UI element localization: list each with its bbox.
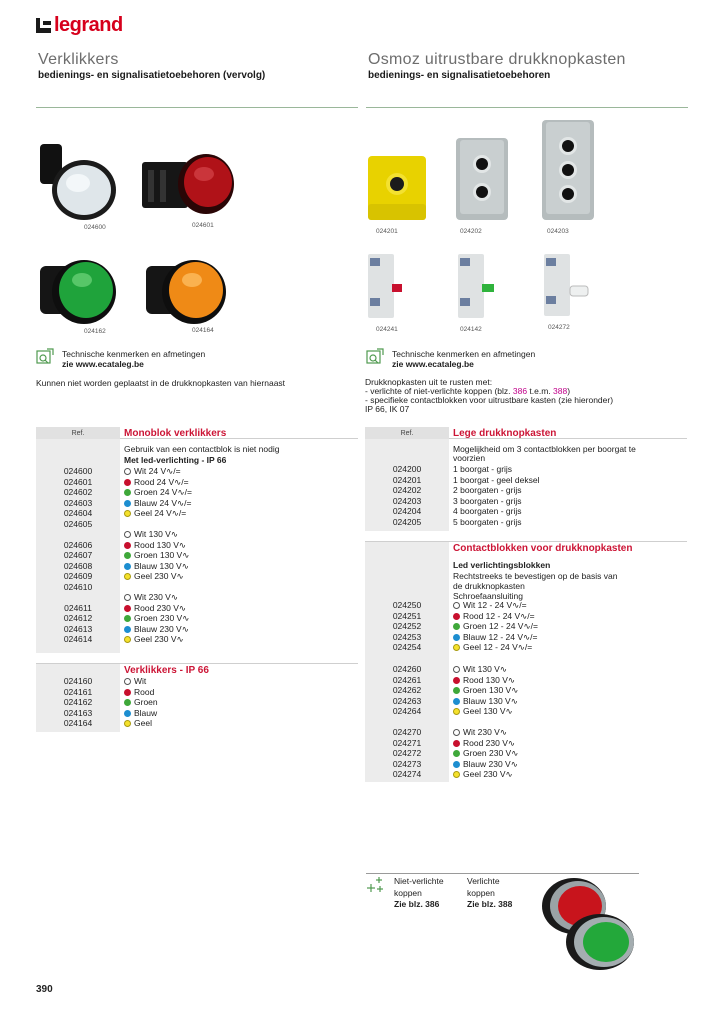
ref-number: 024203 — [392, 495, 422, 506]
color-dot-rood-icon — [453, 740, 460, 747]
tech-link[interactable]: zie www.ecataleg.be — [62, 359, 144, 369]
color-dot-rood-icon — [124, 542, 131, 549]
contact-block-photo-green — [454, 250, 498, 322]
ref-number: 024202 — [392, 485, 422, 495]
color-dot-wit-icon — [453, 602, 460, 609]
section-title: Contactblokken voor drukknopkasten — [453, 543, 633, 554]
photo-code: 024201 — [376, 228, 398, 235]
table-row-label: Blauw — [124, 708, 157, 719]
ref-number: 024251 — [392, 610, 422, 621]
section-sub: Led verlichtingsblokken — [453, 560, 551, 570]
color-dot-rood-icon — [453, 677, 460, 684]
color-dot-blauw-icon — [124, 626, 131, 633]
color-dot-groen-icon — [453, 750, 460, 757]
intro-line: - verlichte of niet-verlichte koppen (blz. 386 t.e.m. 388) — [365, 386, 571, 396]
table-row-label: Blauw 230 V∿ — [453, 759, 518, 770]
box-photo-yellow — [366, 154, 428, 222]
photo-code: 024600 — [84, 224, 106, 231]
left-page-title: Verklikkers — [38, 51, 119, 68]
ref-number: 024601 — [63, 476, 93, 487]
section-title: Verklikkers - IP 66 — [124, 665, 209, 676]
color-dot-groen-icon — [453, 623, 460, 630]
color-dot-geel-icon — [453, 644, 460, 651]
color-dot-blauw-icon — [124, 563, 131, 570]
left-page-subtitle: bedienings- en signalisatietoebehoren (vervolg) — [38, 70, 266, 81]
ref-number: 024612 — [63, 613, 93, 623]
ref-number: 024164 — [63, 718, 93, 728]
color-dot-groen-icon — [453, 687, 460, 694]
color-dot-geel-icon — [124, 573, 131, 580]
box-photo-two-hole — [454, 136, 510, 222]
table-rule — [36, 663, 358, 664]
table-row-label: Rood 230 V∿ — [453, 738, 515, 749]
intro-line: IP 66, IK 07 — [365, 404, 410, 414]
crossref-page-link[interactable]: Zie blz. 386 — [394, 899, 440, 909]
ref-number: 024613 — [63, 623, 93, 634]
ref-number: 024272 — [392, 748, 422, 758]
ref-number: 024162 — [63, 697, 93, 707]
table-row-label: Geel 130 V∿ — [453, 706, 513, 717]
crossref-unlit — [394, 876, 444, 911]
table-row-label: Blauw 130 V∿ — [453, 696, 518, 707]
table-row-label: Wit 12 - 24 V∿/= — [453, 600, 527, 611]
left-note: Kunnen niet worden geplaatst in de drukknopkasten van hiernaast — [36, 378, 286, 388]
table-row-label: Rood 24 V∿/= — [124, 477, 189, 488]
table-row-label: Wit 130 V∿ — [124, 529, 178, 540]
table-row-label: 2 boorgaten - grijs — [453, 485, 522, 495]
ref-number: 024261 — [392, 674, 422, 685]
table-row-label: Wit 24 V∿/= — [124, 466, 181, 477]
color-dot-wit-icon — [124, 678, 131, 685]
contact-block-photo-white — [540, 250, 596, 322]
ref-number: 024614 — [63, 634, 93, 644]
tech-text: Technische kenmerken en afmetingen — [392, 349, 536, 359]
table-row-label: Groen 130 V∿ — [124, 550, 189, 561]
plus-accessories-icon — [366, 876, 386, 894]
photo-code: 024142 — [460, 326, 482, 333]
ref-number: 024608 — [63, 560, 93, 571]
ref-number: 024605 — [63, 518, 93, 529]
ref-number: 024606 — [63, 539, 93, 550]
photo-code: 024162 — [84, 328, 106, 335]
crossref-page-link[interactable]: Zie blz. 388 — [467, 899, 513, 909]
crossref-lit — [467, 876, 512, 911]
ref-number: 024204 — [392, 506, 422, 516]
color-dot-geel-icon — [453, 708, 460, 715]
table-row-label: 4 boorgaten - grijs — [453, 506, 522, 516]
ref-number: 024603 — [63, 497, 93, 508]
crossref-label: Verlichte — [467, 876, 500, 886]
table-row-label: Groen 130 V∿ — [453, 685, 518, 696]
table-row-label: Geel 230 V∿ — [124, 634, 184, 645]
ref-number: 024264 — [392, 706, 422, 716]
ref-number: 024263 — [392, 695, 422, 706]
lamp-photo-orange — [144, 256, 228, 326]
intro-line: - specifieke contactblokken voor uitrustbare kasten (zie hieronder) — [365, 395, 614, 405]
page-link[interactable]: 388 — [553, 386, 568, 396]
lamp-photo-green — [38, 256, 118, 326]
box-photo-three-hole — [540, 118, 596, 222]
color-dot-blauw-icon — [453, 634, 460, 641]
lamp-photo-red — [140, 152, 236, 216]
ref-number: 024611 — [64, 602, 92, 613]
section-desc: Schroefaansluiting — [453, 591, 523, 601]
table-row-label: Geel 230 V∿ — [453, 769, 513, 780]
table-row-label: Blauw 12 - 24 V∿/= — [453, 632, 537, 643]
ref-number: 024160 — [63, 676, 93, 686]
table-row-label: Groen 230 V∿ — [453, 748, 518, 759]
table-row-label: Wit 130 V∿ — [453, 664, 507, 675]
color-dot-geel-icon — [124, 636, 131, 643]
table-row-label: 1 boorgat - grijs — [453, 464, 513, 474]
color-dot-blauw-icon — [453, 761, 460, 768]
table-row-label: Blauw 24 V∿/= — [124, 498, 191, 509]
ref-number — [36, 592, 120, 603]
left-header-rule — [36, 107, 358, 108]
ref-number — [36, 529, 120, 540]
ref-number: 024250 — [392, 600, 422, 610]
legrand-logo — [36, 15, 123, 35]
table-row-label: Wit 230 V∿ — [124, 592, 178, 603]
ref-number: 024163 — [63, 707, 93, 718]
color-dot-groen-icon — [124, 615, 131, 622]
section-desc: Gebruik van een contactblok is niet nodig — [124, 444, 280, 454]
ref-number: 024205 — [392, 516, 422, 527]
table-row-label: Wit 230 V∿ — [453, 727, 507, 738]
section-sub: Met led-verlichting - IP 66 — [124, 455, 227, 465]
brand-name: legrand — [54, 13, 123, 36]
crossref-label: Niet-verlichte — [394, 876, 444, 886]
right-intro — [365, 378, 613, 414]
lamp-photo-white — [38, 138, 118, 222]
table-row-label: Blauw 230 V∿ — [124, 624, 189, 635]
crossref-label: koppen — [467, 887, 495, 898]
technical-info-icon — [366, 348, 384, 366]
table-row-label: 5 boorgaten - grijs — [453, 516, 522, 527]
section-desc: voorzien — [453, 453, 486, 463]
table-row-label: Rood 130 V∿ — [453, 675, 515, 686]
section-title: Monoblok verklikkers — [124, 428, 227, 439]
page-number: 390 — [36, 984, 53, 995]
crossref-label: koppen — [394, 887, 422, 898]
color-dot-wit-icon — [453, 666, 460, 673]
right-page-title: Osmoz uitrustbare drukknopkasten — [368, 51, 626, 68]
ref-column-header: Ref. — [365, 427, 449, 439]
color-dot-wit-icon — [124, 594, 131, 601]
table-row-label: Geel — [124, 718, 152, 729]
color-dot-wit-icon — [124, 468, 131, 475]
photo-code: 024241 — [376, 326, 398, 333]
section-desc: Rechtstreeks te bevestigen op de basis van — [453, 571, 618, 581]
ref-number: 024609 — [63, 571, 93, 581]
color-dot-groen-icon — [124, 552, 131, 559]
table-row-label: Geel 24 V∿/= — [124, 508, 186, 519]
color-dot-groen-icon — [124, 699, 131, 706]
contact-block-photo-red — [366, 250, 406, 322]
color-dot-wit-icon — [124, 531, 131, 538]
table-row-label: Rood 12 - 24 V∿/= — [453, 611, 535, 622]
section-title: Lege drukknopkasten — [453, 428, 557, 439]
technical-info-icon — [36, 348, 54, 366]
ref-number: 024602 — [63, 487, 93, 497]
table-row-label: 1 boorgat - geel deksel — [453, 474, 540, 485]
ref-number: 024262 — [392, 685, 422, 695]
color-dot-blauw-icon — [453, 698, 460, 705]
ref-number: 024607 — [63, 550, 93, 560]
ref-number: 024253 — [392, 631, 422, 642]
photo-code: 024164 — [192, 327, 214, 334]
table-row-label: Groen 24 V∿/= — [124, 487, 192, 498]
pushbutton-heads-photo — [538, 876, 642, 972]
table-row-label: Rood 230 V∿ — [124, 603, 186, 614]
ref-number: 024271 — [392, 737, 422, 748]
color-dot-wit-icon — [453, 729, 460, 736]
table-row-label: Groen 12 - 24 V∿/= — [453, 621, 538, 632]
page-link[interactable]: 386 — [512, 386, 528, 396]
photo-code: 024272 — [548, 324, 570, 331]
table-row-label: Rood — [124, 687, 154, 698]
tech-text: Technische kenmerken en afmetingen — [62, 349, 206, 359]
ref-number: 024201 — [392, 474, 422, 485]
ref-number: 024200 — [392, 464, 422, 474]
ref-number: 024270 — [392, 727, 422, 737]
photo-code: 024202 — [460, 228, 482, 235]
ref-number: 024254 — [392, 642, 422, 652]
section-desc: de drukknopkasten — [453, 581, 525, 591]
ref-column-header: Ref. — [36, 427, 120, 439]
color-dot-rood-icon — [124, 605, 131, 612]
ref-number: 024260 — [392, 664, 422, 674]
color-dot-geel-icon — [124, 510, 131, 517]
photo-code: 024601 — [192, 222, 214, 229]
table-row-label: Blauw 130 V∿ — [124, 561, 189, 572]
legrand-logo-mark — [36, 18, 51, 33]
table-row-label: Rood 130 V∿ — [124, 540, 186, 551]
color-dot-groen-icon — [124, 489, 131, 496]
color-dot-blauw-icon — [124, 710, 131, 717]
table-row-label: Groen — [124, 697, 158, 708]
table-row-label: 3 boorgaten - grijs — [453, 495, 522, 506]
table-rule — [365, 541, 687, 542]
crossref-rule — [366, 873, 639, 874]
ref-number: 024273 — [392, 758, 422, 769]
ref-number: 024600 — [63, 466, 93, 476]
ref-number: 024274 — [392, 769, 422, 779]
table-row-label: Wit — [124, 676, 146, 687]
right-header-rule — [366, 107, 688, 108]
intro-line: Drukknopkasten uit te rusten met: — [365, 377, 493, 387]
right-page-subtitle: bedienings- en signalisatietoebehoren — [368, 70, 551, 81]
table-row-label: Geel 12 - 24 V∿/= — [453, 642, 532, 653]
color-dot-rood-icon — [124, 689, 131, 696]
ref-number: 024604 — [63, 508, 93, 518]
ref-number: 024161 — [63, 686, 93, 697]
color-dot-geel-icon — [124, 720, 131, 727]
tech-link[interactable]: zie www.ecataleg.be — [392, 359, 474, 369]
table-row-label: Groen 230 V∿ — [124, 613, 189, 624]
color-dot-blauw-icon — [124, 500, 131, 507]
color-dot-rood-icon — [124, 479, 131, 486]
section-desc: Mogelijkheid om 3 contactblokken per boorgat te — [453, 444, 636, 454]
photo-code: 024203 — [547, 228, 569, 235]
ref-number: 024610 — [63, 581, 93, 592]
table-row-label: Geel 230 V∿ — [124, 571, 184, 582]
color-dot-geel-icon — [453, 771, 460, 778]
color-dot-rood-icon — [453, 613, 460, 620]
ref-number: 024252 — [392, 621, 422, 631]
